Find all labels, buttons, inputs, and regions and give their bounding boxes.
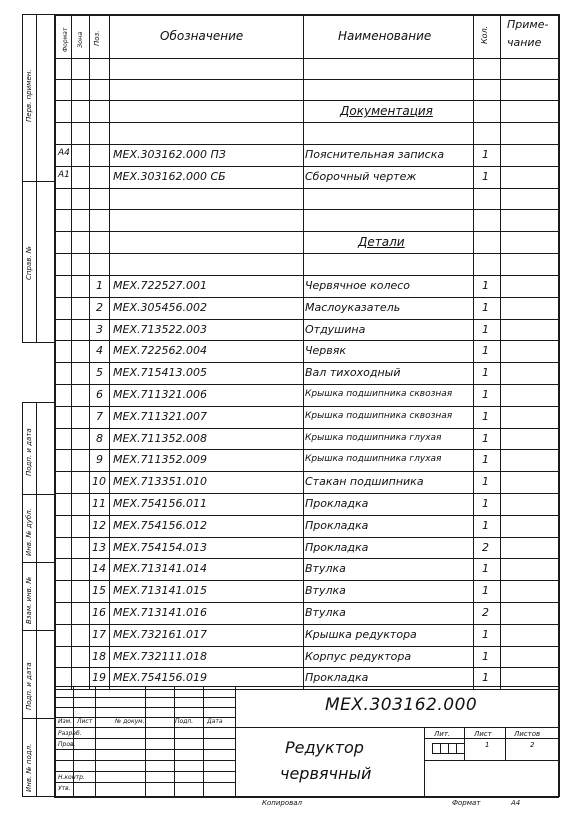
tb-col-line-lower (73, 727, 74, 796)
part-name: Прокладка (305, 541, 369, 554)
part-name: Корпус редуктора (305, 650, 412, 663)
part-qty: 1 (482, 301, 489, 314)
doc-qty: 1 (482, 170, 489, 183)
tb-org-line (424, 760, 558, 761)
header-note-line2: чание (507, 36, 542, 49)
part-name: Прокладка (305, 671, 369, 684)
doc-designation: МЕХ.303162.000 СБ (113, 170, 226, 183)
part-pos: 19 (92, 671, 106, 684)
part-designation: МЕХ.754156.011 (113, 497, 207, 510)
part-designation: МЕХ.754156.012 (113, 519, 207, 532)
part-designation: МЕХ.305456.002 (113, 301, 207, 314)
part-pos: 3 (96, 323, 103, 336)
doc-qty: 1 (482, 148, 489, 161)
part-pos: 10 (92, 475, 106, 488)
footer-format-value: А4 (511, 799, 521, 807)
tb-col-line (73, 686, 74, 727)
part-qty: 1 (482, 388, 489, 401)
tb-col-line-lower (145, 727, 146, 796)
part-designation: МЕХ.711352.008 (113, 432, 207, 445)
tb-col-line-lower (203, 727, 204, 796)
tb-n-kontr: Н.контр. (58, 774, 85, 781)
side-label-perv-primen: Перв. примен. (25, 69, 33, 122)
doc-format: А4 (58, 148, 70, 158)
part-qty: 1 (482, 628, 489, 641)
part-name: Крышка подшипника сквозная (305, 411, 453, 421)
tb-right-col-line (424, 727, 425, 796)
part-pos: 8 (96, 432, 103, 445)
part-designation: МЕХ.715413.005 (113, 366, 207, 379)
part-pos: 4 (96, 344, 103, 357)
part-designation: МЕХ.711352.009 (113, 453, 207, 466)
side-label-inv-podl: Инв. № подл. (25, 743, 33, 792)
part-pos: 16 (92, 606, 106, 619)
part-designation: МЕХ.713141.016 (113, 606, 207, 619)
part-name: Втулка (305, 606, 346, 619)
tb-lit-cell-left (432, 743, 433, 753)
tb-designation-bottom (235, 727, 558, 728)
part-qty: 1 (482, 497, 489, 510)
tb-lit-cell-top (432, 743, 464, 744)
tb-prov: Пров. (58, 741, 76, 748)
tb-utv: Утв. (58, 785, 71, 792)
part-qty: 1 (482, 650, 489, 663)
part-pos: 13 (92, 541, 106, 554)
part-qty: 1 (482, 410, 489, 423)
part-pos: 6 (96, 388, 103, 401)
part-pos: 12 (92, 519, 106, 532)
tb-lit-row-line (424, 738, 558, 739)
part-name: Крышка подшипника глухая (305, 454, 442, 464)
tb-list-label: Лист (474, 730, 492, 738)
part-name: Крышка редуктора (305, 628, 417, 641)
part-qty: 1 (482, 671, 489, 684)
header-note-line1: Приме- (507, 18, 549, 31)
tb-list-col-line (505, 727, 506, 760)
tb-lit-cell-line (448, 743, 449, 753)
tb-designation: МЕХ.303162.000 (325, 695, 478, 715)
footer-format-label: Формат (452, 799, 481, 807)
tb-col-line-lower (174, 727, 175, 796)
part-qty: 1 (482, 323, 489, 336)
header-designation: Обозначение (160, 29, 244, 43)
part-name: Отдушина (305, 323, 366, 336)
tb-title-line1: Редуктор (285, 738, 364, 757)
tb-top-line (55, 686, 558, 687)
part-qty: 1 (482, 432, 489, 445)
part-qty: 1 (482, 344, 489, 357)
part-qty: 1 (482, 519, 489, 532)
tb-lit-cell-bottom (432, 753, 464, 754)
part-name: Прокладка (305, 497, 369, 510)
part-name: Крышка подшипника сквозная (305, 389, 453, 399)
tb-col-data: Дата (207, 718, 223, 725)
part-qty: 2 (482, 606, 489, 619)
part-designation: МЕХ.713351.010 (113, 475, 207, 488)
side-label-inv-dubl: Инв. № дубл. (25, 508, 33, 556)
tb-col-podp: Подп. (175, 718, 194, 725)
tb-col-line-lower (95, 727, 96, 796)
part-pos: 11 (92, 497, 106, 510)
tb-col-line (203, 686, 204, 727)
part-qty: 1 (482, 453, 489, 466)
header-qty: Кол. (480, 25, 489, 44)
part-designation: МЕХ.722562.004 (113, 344, 207, 357)
part-name: Втулка (305, 584, 346, 597)
part-designation: МЕХ.722527.001 (113, 279, 207, 292)
part-designation: МЕХ.713522.003 (113, 323, 207, 336)
doc-name: Пояснительная записка (305, 148, 445, 161)
part-name: Стакан подшипника (305, 475, 424, 488)
part-pos: 1 (96, 279, 103, 292)
tb-lit-col-line (464, 727, 465, 760)
part-designation: МЕХ.754154.013 (113, 541, 207, 554)
part-designation: МЕХ.754156.019 (113, 671, 207, 684)
part-pos: 7 (96, 410, 103, 423)
tb-col-line (145, 686, 146, 727)
part-designation: МЕХ.732161.017 (113, 628, 207, 641)
tb-col-list: Лист (77, 718, 93, 725)
tb-lit-label: Лит. (434, 730, 451, 738)
tb-listov-label: Листов (514, 730, 541, 738)
part-pos: 17 (92, 628, 106, 641)
side-label-podp-data-bottom: Подп. и дата (25, 662, 33, 710)
part-designation: МЕХ.711321.006 (113, 388, 207, 401)
tb-title-line2: червячный (280, 764, 372, 783)
side-label-vzam-inv: Взам. инв. № (25, 576, 33, 624)
part-name: Маслоуказатель (305, 301, 401, 314)
part-pos: 18 (92, 650, 106, 663)
part-qty: 1 (482, 475, 489, 488)
doc-designation: МЕХ.303162.000 ПЗ (113, 148, 226, 161)
header-pos: Поз. (93, 30, 101, 46)
tb-razrab: Разраб. (58, 730, 82, 737)
part-designation: МЕХ.732111.018 (113, 650, 207, 663)
tb-lit-cell-line (440, 743, 441, 753)
part-pos: 14 (92, 562, 106, 575)
part-pos: 5 (96, 366, 103, 379)
section-documentation: Документация (340, 104, 433, 118)
header-format: Формат (62, 27, 69, 52)
part-name: Червячное колесо (305, 279, 411, 292)
part-qty: 1 (482, 584, 489, 597)
part-name: Прокладка (305, 519, 369, 532)
part-pos: 9 (96, 453, 103, 466)
doc-name: Сборочный чертеж (305, 170, 417, 183)
part-name: Втулка (305, 562, 346, 575)
tb-list-value: 1 (485, 741, 490, 749)
header-name: Наименование (338, 29, 432, 43)
header-zone: Зона (76, 31, 84, 48)
section-parts: Детали (358, 235, 405, 249)
part-pos: 2 (96, 301, 103, 314)
tb-col-doc: № докум. (115, 718, 145, 725)
part-qty: 1 (482, 366, 489, 379)
part-designation: МЕХ.713141.015 (113, 584, 207, 597)
part-name: Червяк (305, 344, 347, 357)
part-qty: 1 (482, 562, 489, 575)
part-designation: МЕХ.713141.014 (113, 562, 207, 575)
side-label-podp-data-top: Подп. и дата (25, 428, 33, 476)
tb-col-izm: Изм. (58, 718, 73, 725)
tb-listov-value: 2 (530, 741, 535, 749)
part-pos: 15 (92, 584, 106, 597)
doc-format: А1 (58, 170, 70, 180)
side-label-sprav-no: Справ. № (25, 245, 33, 280)
part-designation: МЕХ.711321.007 (113, 410, 207, 423)
footer-kopiroval: Копировал (262, 799, 302, 807)
tb-mid-line (235, 686, 236, 796)
part-qty: 2 (482, 541, 489, 554)
part-qty: 1 (482, 279, 489, 292)
part-name: Крышка подшипника глухая (305, 433, 442, 443)
tb-col-line (95, 686, 96, 727)
tb-lit-cell-line (456, 743, 457, 753)
part-name: Вал тихоходный (305, 366, 401, 379)
